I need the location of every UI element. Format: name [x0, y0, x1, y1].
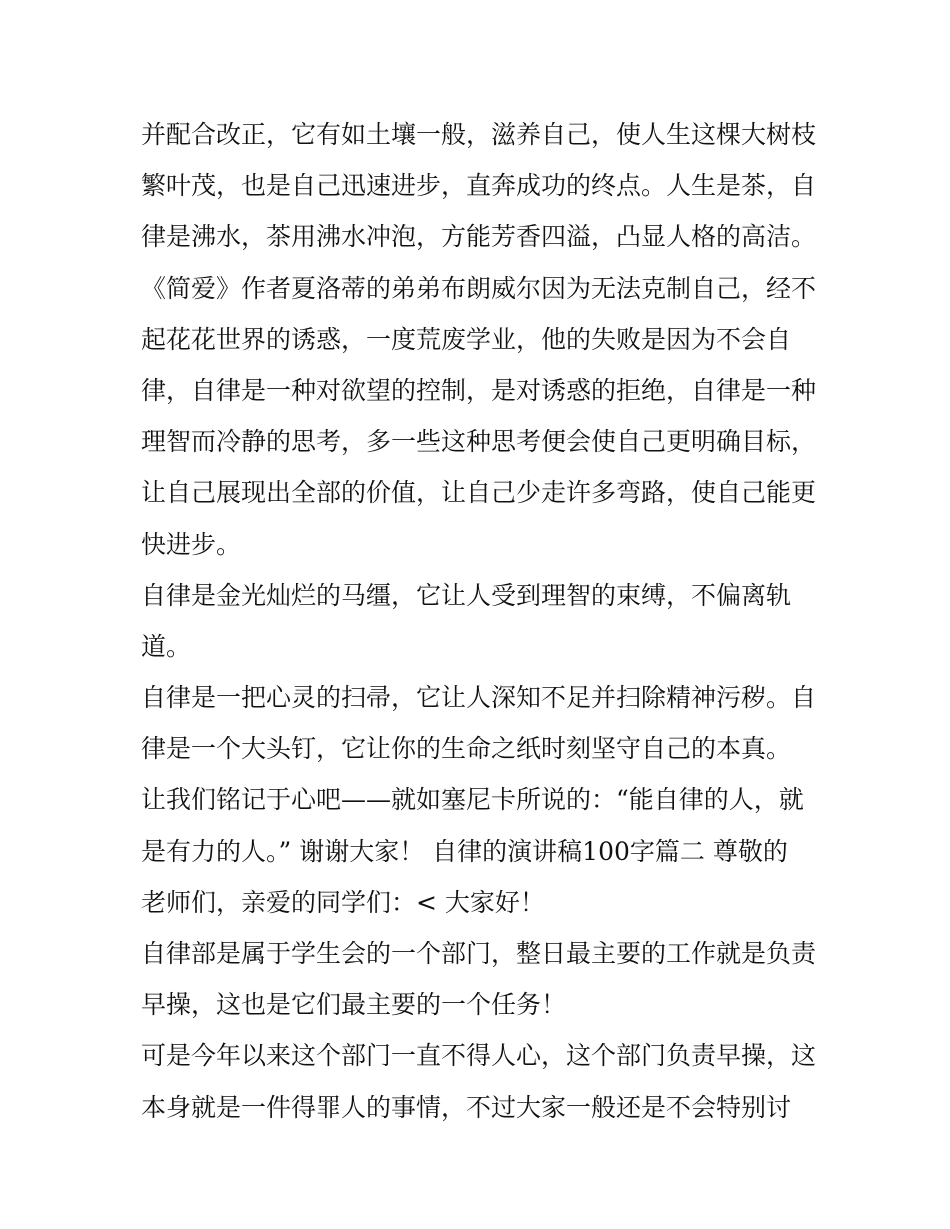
text-line: 老师们，亲爱的同学们：< 大家好！ [141, 887, 545, 917]
text-line: 理智而冷静的思考，多一些这种思考便会使自己更明确目标， [141, 427, 817, 457]
text-line: 道。 [141, 631, 192, 661]
text-line: 本身就是一件得罪人的事情，不过大家一般还是不会特别讨 [141, 1092, 792, 1122]
text-line: 《简爱》作者夏洛蒂的弟弟布朗威尔因为无法克制自己，经不 [141, 273, 817, 303]
text-line: 律是一个大头钉，它让你的生命之纸时刻坚守自己的本真。 [141, 734, 792, 764]
text-line: 让自己展现出全部的价值，让自己少走许多弯路，使自己能更 [141, 478, 817, 508]
text-line: 律，自律是一种对欲望的控制，是对诱惑的拒绝，自律是一种 [141, 375, 817, 405]
text-line: 繁叶茂，也是自己迅速进步，直奔成功的终点。人生是茶，自 [141, 171, 817, 201]
text-line: 让我们铭记于心吧——就如塞尼卡所说的：“能自律的人，就 [141, 785, 804, 815]
text-line: 自律是一把心灵的扫帚，它让人深知不足并扫除精神污秽。自 [141, 683, 817, 713]
text-line: 起花花世界的诱惑，一度荒废学业，他的失败是因为不会自 [141, 324, 792, 354]
text-line: 早操，这也是它们最主要的一个任务！ [141, 990, 567, 1020]
text-line: 并配合改正，它有如土壤一般，滋养自己，使人生这棵大树枝 [141, 120, 817, 149]
text-line: 自律是金光灿烂的马缰，它让人受到理智的束缚，不偏离轨 [141, 580, 792, 610]
text-line: 律是沸水，茶用沸水冲泡，方能芳香四溢，凸显人格的高洁。 [141, 222, 817, 252]
text-line: 可是今年以来这个部门一直不得人心，这个部门负责早操，这 [141, 1041, 817, 1071]
text-line: 是有力的人。” 谢谢大家！ 自律的演讲稿100字篇二 尊敬的 [141, 836, 788, 866]
text-line: 快进步。 [141, 529, 242, 559]
text-line: 自律部是属于学生会的一个部门，整日最主要的工作就是负责 [141, 939, 817, 968]
body-text [141, 109, 821, 1133]
